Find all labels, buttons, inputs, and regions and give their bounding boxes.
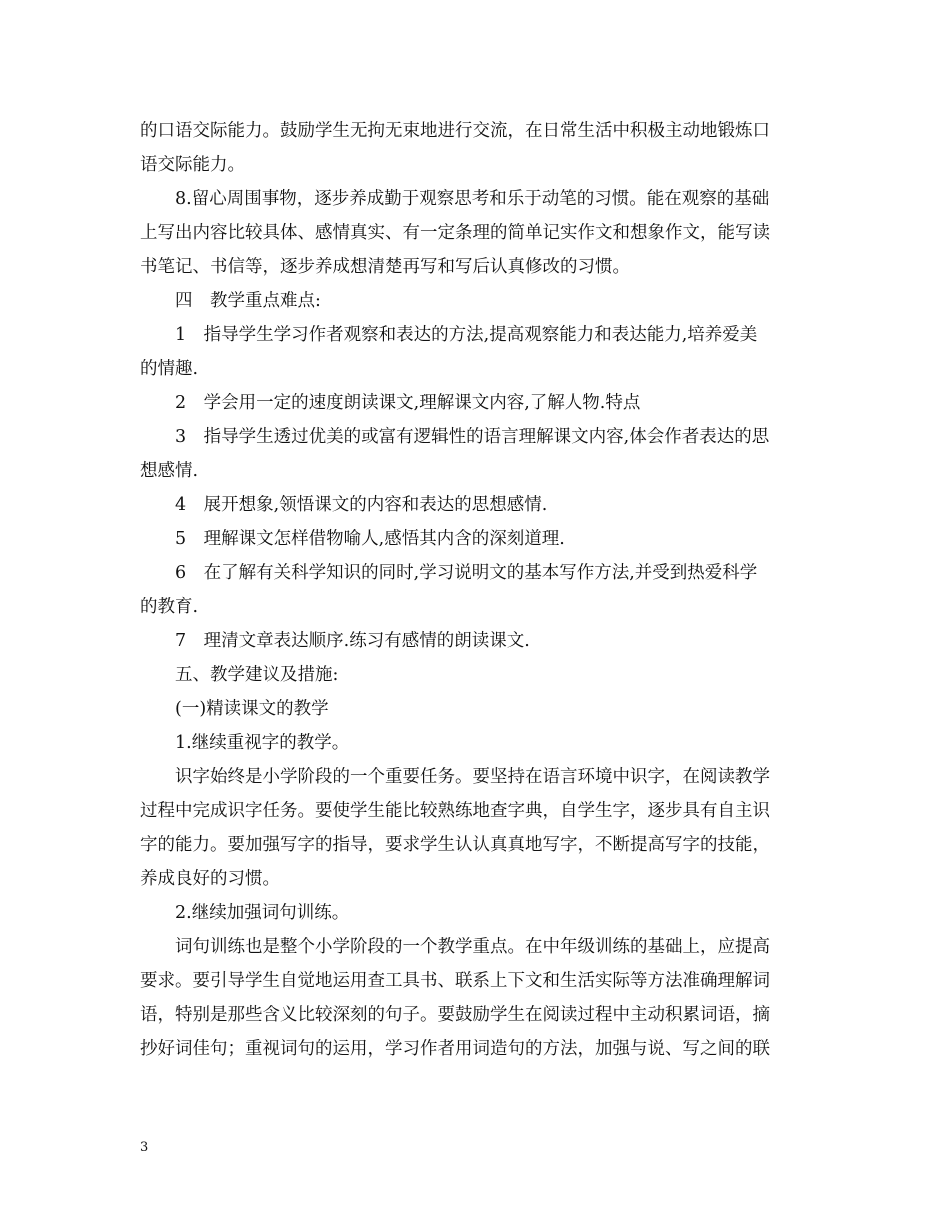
section-heading: 四 教学重点难点:: [175, 291, 321, 311]
subsection-heading: 2.继续加强词句训练。: [175, 903, 350, 923]
text-line: 的口语交际能力。鼓励学生无拘无束地进行交流，在日常生活中积极主动地锻炼口: [140, 121, 770, 141]
text-line: 的情趣.: [140, 359, 199, 379]
text-line: 过程中完成识字任务。要使学生能比较熟练地查字典，自学生字，逐步具有自主识: [140, 801, 770, 821]
text-line: 想感情.: [140, 461, 199, 481]
text-line: 抄好词佳句；重视词句的运用，学习作者用词造句的方法，加强与说、写之间的联: [140, 1039, 770, 1059]
text-line: 书笔记、书信等，逐步养成想清楚再写和写后认真修改的习惯。: [140, 257, 630, 277]
text-line: 上写出内容比较具体、感情真实、有一定条理的简单记实作文和想象作文，能写读: [140, 223, 770, 243]
text-line: 6 在了解有关科学知识的同时,学习说明文的基本写作方法,并受到热爱科学: [175, 563, 758, 583]
text-line: 7 理清文章表达顺序.练习有感情的朗读课文.: [175, 631, 530, 651]
page-number: 3: [140, 1140, 149, 1155]
text-line: 养成良好的习惯。: [140, 869, 280, 889]
text-line: 语交际能力。: [140, 155, 245, 175]
text-line: 语，特别是那些含义比较深刻的句子。要鼓励学生在阅读过程中主动积累词语，摘: [140, 1005, 770, 1025]
text-line: 要求。要引导学生自觉地运用查工具书、联系上下文和生活实际等方法准确理解词: [140, 971, 770, 991]
text-line: 2 学会用一定的速度朗读课文,理解课文内容,了解人物.特点: [175, 393, 641, 413]
section-heading: 五、教学建议及措施:: [175, 665, 339, 685]
text-line: 5 理解课文怎样借物喻人,感悟其内含的深刻道理.: [175, 529, 565, 549]
body-text: [140, 114, 812, 1066]
text-line: 字的能力。要加强写字的指导，要求学生认认真真地写字，不断提高写字的技能，: [140, 835, 770, 855]
text-line: 4 展开想象,领悟课文的内容和表达的思想感情.: [175, 495, 548, 515]
text-line: 3 指导学生透过优美的或富有逻辑性的语言理解课文内容,体会作者表达的思: [175, 427, 770, 447]
text-line: 识字始终是小学阶段的一个重要任务。要坚持在语言环境中识字，在阅读教学: [175, 767, 770, 787]
text-line: 的教育.: [140, 597, 199, 617]
subsection-heading: 1.继续重视字的教学。: [175, 733, 350, 753]
subsection-heading: (一)精读课文的教学: [175, 699, 329, 719]
text-line: 词句训练也是整个小学阶段的一个教学重点。在中年级训练的基础上，应提高: [175, 937, 770, 957]
text-line: 8.留心周围事物，逐步养成勤于观察思考和乐于动笔的习惯。能在观察的基础: [175, 189, 770, 209]
text-line: 1 指导学生学习作者观察和表达的方法,提高观察能力和表达能力,培养爱美: [175, 325, 758, 345]
